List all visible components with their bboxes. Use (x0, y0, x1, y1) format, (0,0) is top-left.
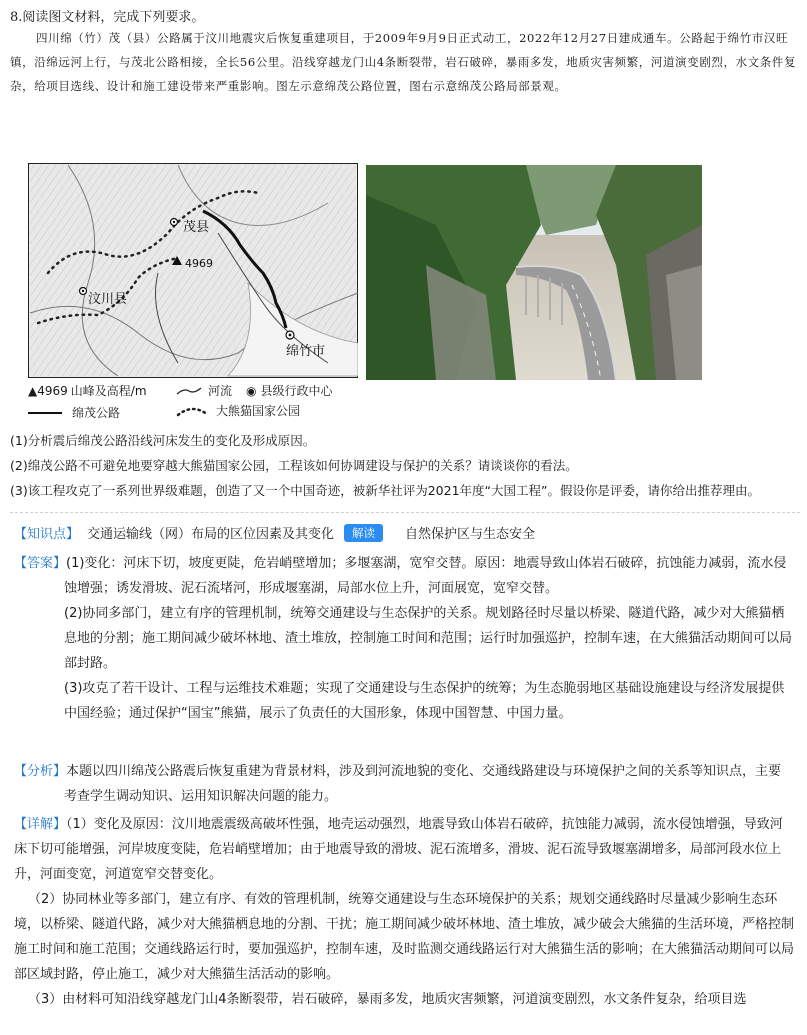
question-title: 8.阅读图文材料，完成下列要求。 (10, 10, 205, 25)
answer-part-1: (1)变化：河床下切，坡度更陡，危岩峭壁增加；多堰塞湖，宽窄交替。原因：地震导致山体岩石破碎，抗蚀能力减弱，流水侵蚀增强；诱发滑坡、泥石流堵河，形成堰塞湖，局部水位上升，河面展宽，宽窄交替。 (64, 556, 787, 596)
knowledge-points (14, 523, 535, 542)
knowledge-item-1[interactable]: 交通运输线（网）布局的区位因素及其变化 (87, 527, 335, 542)
sub-question-1: (1)分析震后绵茂公路沿线河床发生的变化及形成原因。 (10, 433, 316, 448)
map-legend (28, 380, 368, 424)
river-icon (176, 386, 202, 396)
knowledge-tag: 【知识点】 (14, 527, 80, 542)
section-divider (10, 512, 800, 513)
detail-part-1: （1）变化及原因：汶川地震震级高破坏性强，地壳运动强烈，地震导致山体岩石破碎，抗蚀能力减弱，流水侵蚀增强，导致河床下切可能增强，河岸坡度变陡，危岩峭壁增加；由于地震导致的滑坡、泥石流增多，滑坡、泥石流导致堰塞湖增多，局部河段水位上升，河面变宽，河道宽窄交替变化。 (14, 817, 783, 882)
question-intro: 四川绵（竹）茂（县）公路属于汶川地震灾后恢复重建项目，于2009年9月9日正式动工，2022年12月27日建成通车。公路起于绵竹市汉旺镇，沿绵远河上行，与茂北公路相接，全长56公里。沿线穿越龙门山4条断裂带，岩石破碎，暴雨多发，地质灾害频繁，河道演变剧烈，水文条件复杂，给项目选线、设计和施工建设带来严重影响。图左示意绵茂公路位置，图右示意绵茂公路局部景观。 (10, 31, 797, 93)
answer-section (14, 551, 794, 726)
photo-graphic (366, 165, 702, 380)
panda-park-icon (176, 404, 210, 418)
sub-question-3: (3)该工程攻克了一系列世界级难题，创造了又一个中国奇迹，被新华社评为2021年度“大国工程”。假设你是评委，请你给出推荐理由。 (10, 483, 760, 498)
legend-panda-park (176, 402, 300, 419)
legend-panda-park-label: 大熊猫国家公园 (216, 404, 301, 418)
map-graphic (28, 163, 358, 378)
detail-tag: 【详解】 (14, 817, 67, 832)
legend-county-center-label: 县级行政中心 (260, 384, 333, 398)
label-wenchuan: 汶川县 (88, 292, 128, 307)
legend-county-center (246, 382, 333, 399)
interpret-badge-button[interactable]: 解读 (344, 524, 383, 542)
detail-part-2: （2）协同林业等多部门，建立有序、有效的管理机制，统筹交通建设与生态环境保护的关系；规划交通线路时尽量减少影响生态环境，以桥梁、隧道代路，减少对大熊猫栖息地的分割、干扰；施工期间减少破坏林地、渣土堆放，减少破会大熊猫的生活环境，严格控制施工时间和施工范围；交通线路运行时，要加强巡护，控制车速，及时监测交通线路运行对大熊猫生活的影响；在大熊猫活动期间可以局部区域封路，停止施工，减少对大熊猫生活活动的影响。 (14, 892, 795, 982)
answer-part-2: (2)协同多部门，建立有序的管理机制，统筹交通建设与生态保护的关系。规划路径时尽量以桥梁、隧道代路，减少对大熊猫栖息地的分割；施工期间减少破坏林地、渣土堆放，控制施工时间和范围；运行时加强巡护，控制车速，在大熊猫活动期间可以局部封路。 (64, 606, 793, 671)
sub-question-2: (2)绵茂公路不可避免地要穿越大熊猫国家公园，工程该如何协调建设与保护的关系？请谈谈你的看法。 (10, 458, 578, 473)
road-landscape-photo (366, 165, 702, 380)
location-map (28, 163, 358, 378)
legend-river-label: 河流 (208, 384, 233, 398)
detail-part-3: （3）由材料可知沿线穿越龙门山4条断裂带，岩石破碎，暴雨多发，地质灾害频繁，河道演变剧烈，水文条件复杂，给项目选 (28, 992, 747, 1007)
label-mianzhu: 绵竹市 (286, 344, 326, 359)
detail-section (14, 812, 794, 1012)
analysis-section (14, 759, 794, 809)
label-peak-elevation: 4969 (185, 257, 213, 270)
answer-tag: 【答案】 (14, 556, 67, 571)
label-maoxian: 茂县 (183, 220, 210, 235)
legend-river (176, 382, 232, 399)
analysis-tag: 【分析】 (14, 764, 67, 779)
legend-peak-label: 山峰及高程/m (70, 384, 147, 398)
county-center-icon: ◉ (246, 383, 257, 398)
answer-part-3: (3)攻克了若干设计、工程与运维技术难题；实现了交通建设与生态保护的统筹；为生态脆弱地区基础设施建设与经济发展提供中国经验；通过保护“国宝”熊猫，展示了负责任的大国形象，体现中国智慧、中国力量。 (64, 681, 785, 721)
peak-icon: ▲ (28, 383, 38, 398)
legend-peak (28, 382, 147, 399)
legend-peak-value: 4969 (37, 383, 68, 398)
analysis-text: 本题以四川绵茂公路震后恢复重建为背景材料，涉及到河流地貌的变化、交通线路建设与环境保护之间的关系等知识点，主要考查学生调动知识、运用知识解决问题的能力。 (64, 764, 782, 804)
legend-road (28, 404, 120, 421)
knowledge-item-2[interactable]: 自然保护区与生态安全 (405, 527, 536, 542)
legend-road-label: 绵茂公路 (72, 406, 121, 420)
road-icon (28, 412, 62, 414)
